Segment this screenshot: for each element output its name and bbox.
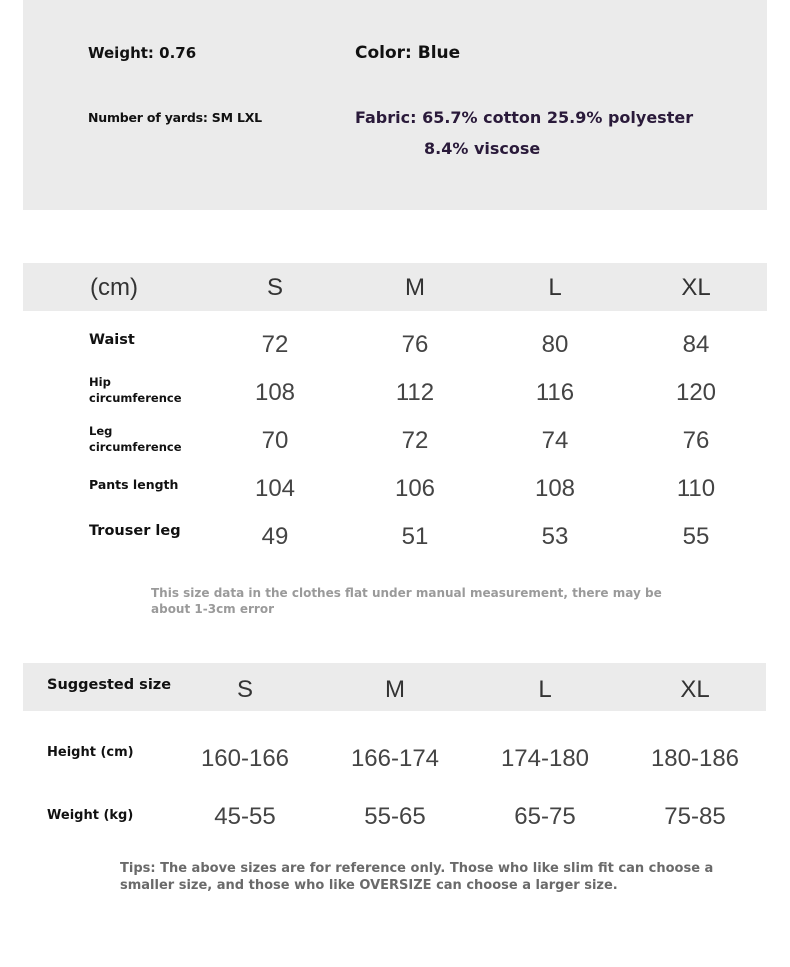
- product-info-box: [23, 0, 767, 210]
- measurement-note-line2: about 1-3cm error: [151, 602, 274, 616]
- table-cell: 49: [261, 523, 289, 550]
- table-cell: 76: [682, 427, 710, 454]
- table-cell: 74: [541, 427, 569, 454]
- table-cell: 116: [535, 379, 575, 406]
- table-cell: 53: [541, 523, 569, 550]
- row-label-leg-line1: Leg: [89, 424, 113, 438]
- row-label-hip-line2: circumference: [89, 391, 182, 405]
- yards-label: Number of yards: SM LXL: [88, 110, 262, 125]
- table-cell: 166-174: [350, 745, 440, 772]
- row-label-hip: [89, 374, 182, 406]
- table-cell: 80: [541, 331, 569, 358]
- unit-header: (cm): [90, 274, 138, 301]
- size-tips: [120, 860, 720, 894]
- fabric-label-line2: 8.4% viscose: [424, 139, 541, 158]
- table-cell: 110: [676, 475, 716, 502]
- row-label-leg: [89, 423, 182, 455]
- table-cell: 55: [682, 523, 710, 550]
- weight-label: Weight: 0.76: [88, 44, 197, 62]
- size-header-s: S: [266, 274, 283, 301]
- size-tips-line2: smaller size, and those who like OVERSIZE can choose a larger size.: [120, 878, 618, 893]
- table-cell: 55-65: [364, 803, 426, 830]
- table-cell: 45-55: [214, 803, 276, 830]
- table-cell: 108: [534, 475, 576, 502]
- table-cell: 112: [395, 379, 435, 406]
- table-cell: 120: [675, 379, 717, 406]
- row-label-leg-line2: circumference: [89, 440, 182, 454]
- table-cell: 65-75: [514, 803, 576, 830]
- suggest-header-s: S: [236, 676, 253, 703]
- row-label-height: Height (cm): [47, 745, 134, 760]
- measurement-note: [151, 585, 671, 617]
- color-label: Color: Blue: [355, 43, 461, 63]
- size-header-xl: XL: [681, 274, 711, 301]
- row-label-trouser-leg: Trouser leg: [89, 523, 181, 539]
- size-header-m: M: [405, 274, 425, 301]
- table-cell: 72: [261, 331, 289, 358]
- suggest-header-xl: XL: [680, 676, 710, 703]
- table-cell: 72: [401, 427, 429, 454]
- size-header-l: L: [548, 274, 562, 301]
- row-label-pants-length: Pants length: [89, 477, 179, 492]
- row-label-weight: Weight (kg): [47, 808, 134, 823]
- table-cell: 106: [394, 475, 436, 502]
- table-cell: 84: [682, 331, 710, 358]
- suggested-size-title: Suggested size: [47, 677, 172, 693]
- table-cell: 174-180: [500, 745, 590, 772]
- table-cell: 104: [254, 475, 296, 502]
- measurement-note-line1: This size data in the clothes flat under manual measurement, there may be: [151, 586, 662, 600]
- suggest-header-l: L: [538, 676, 552, 703]
- fabric-label-line1: Fabric: 65.7% cotton 25.9% polyester: [355, 108, 694, 127]
- table-cell: 76: [401, 331, 429, 358]
- suggest-header-m: M: [385, 676, 405, 703]
- row-label-hip-line1: Hip: [89, 375, 111, 389]
- table-cell: 51: [401, 523, 429, 550]
- table-cell: 70: [261, 427, 289, 454]
- table-cell: 75-85: [664, 803, 726, 830]
- table-cell: 160-166: [200, 745, 290, 772]
- row-label-waist: Waist: [89, 332, 135, 348]
- table-cell: 108: [254, 379, 296, 406]
- size-tips-line1: Tips: The above sizes are for reference only. Those who like slim fit can choose a: [120, 861, 714, 876]
- table-cell: 180-186: [650, 745, 740, 772]
